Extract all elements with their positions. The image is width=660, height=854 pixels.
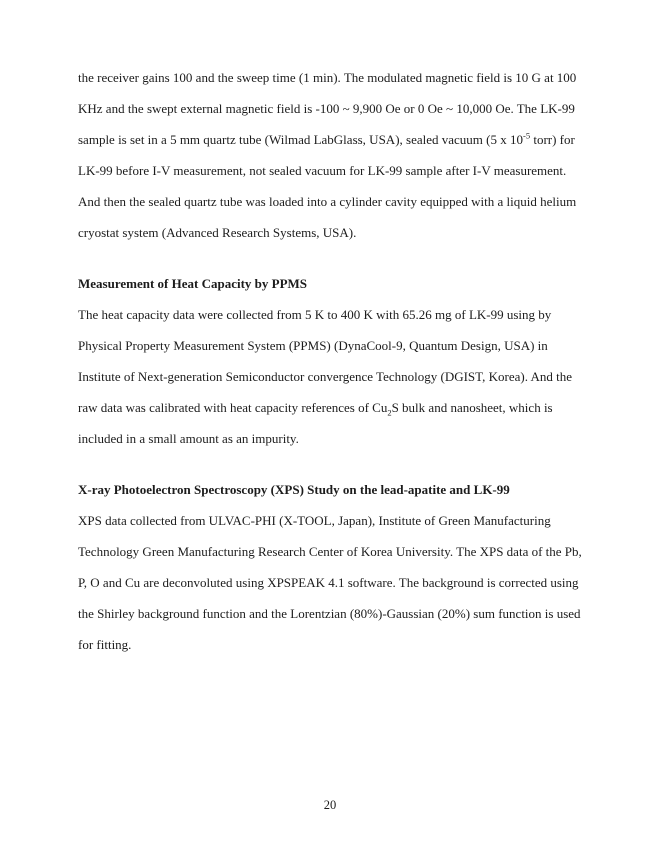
text-line: [78, 330, 588, 361]
text-line-content: P, O and Cu are deconvoluted using XPSPEAK 4.1 software. The background is corrected using: [78, 575, 579, 590]
text-line-content: Physical Property Measurement System (PPMS) (DynaCool-9, Quantum Design, USA) in: [78, 338, 548, 353]
text-line: [78, 598, 588, 629]
text-line: [78, 423, 588, 454]
text-line-content: for fitting.: [78, 637, 132, 652]
text-line: [78, 505, 588, 536]
paragraph-heat-capacity: [78, 299, 588, 454]
text-line-content: And then the sealed quartz tube was loaded into a cylinder cavity equipped with a liquid helium: [78, 194, 577, 209]
text-line: [78, 361, 588, 392]
text-line: [78, 536, 588, 567]
section-heading-xps: X-ray Photoelectron Spectroscopy (XPS) Study on the lead-apatite and LK-99: [78, 482, 510, 497]
text-line-content: sample is set in a 5 mm quartz tube (Wilmad LabGlass, USA), sealed vacuum (5 x 10: [78, 132, 523, 147]
text-line: [78, 155, 588, 186]
text-line: [78, 299, 588, 330]
paragraph-xps: [78, 505, 588, 660]
text-line: [78, 217, 588, 248]
text-line: [78, 62, 588, 93]
text-line: [78, 629, 588, 660]
text-line-content: LK-99 before I-V measurement, not sealed vacuum for LK-99 sample after I-V measurement.: [78, 163, 567, 178]
text-line-content: the receiver gains 100 and the sweep time (1 min). The modulated magnetic field is 10 G at 100: [78, 70, 577, 85]
text-line-content: cryostat system (Advanced Research Systems, USA).: [78, 225, 357, 240]
page-number: 20: [323, 798, 337, 812]
text-line: [78, 124, 588, 155]
text-line-content: raw data was calibrated with heat capacity references of Cu: [78, 400, 388, 415]
text-line: [78, 93, 588, 124]
paragraph-measurement-setup: [78, 62, 588, 248]
section-heading-heat-capacity: Measurement of Heat Capacity by PPMS: [78, 276, 308, 291]
text-line-content: torr) for: [530, 132, 575, 147]
text-line-content: the Shirley background function and the Lorentzian (80%)-Gaussian (20%) sum function is used: [78, 606, 581, 621]
text-line-content: Technology Green Manufacturing Research Center of Korea University. The XPS data of the Pb,: [78, 544, 582, 559]
text-line: [78, 392, 588, 423]
text-line: [78, 186, 588, 217]
subscript-formula: 2: [387, 407, 392, 418]
text-line-content: XPS data collected from ULVAC-PHI (X-TOOL, Japan), Institute of Green Manufacturing: [78, 513, 551, 528]
superscript-exponent: -5: [522, 130, 531, 141]
text-line-content: The heat capacity data were collected from 5 K to 400 K with 65.26 mg of LK-99 using by: [78, 307, 552, 322]
page-body-text: [78, 62, 588, 660]
text-line: [78, 567, 588, 598]
text-line-content: KHz and the swept external magnetic field is -100 ~ 9,900 Oe or 0 Oe ~ 10,000 Oe. The LK-99: [78, 101, 575, 116]
text-line-content: included in a small amount as an impurity.: [78, 431, 299, 446]
text-line-content: Institute of Next-generation Semiconductor convergence Technology (DGIST, Korea). And the: [78, 369, 573, 384]
text-line-content: S bulk and nanosheet, which is: [391, 400, 553, 415]
